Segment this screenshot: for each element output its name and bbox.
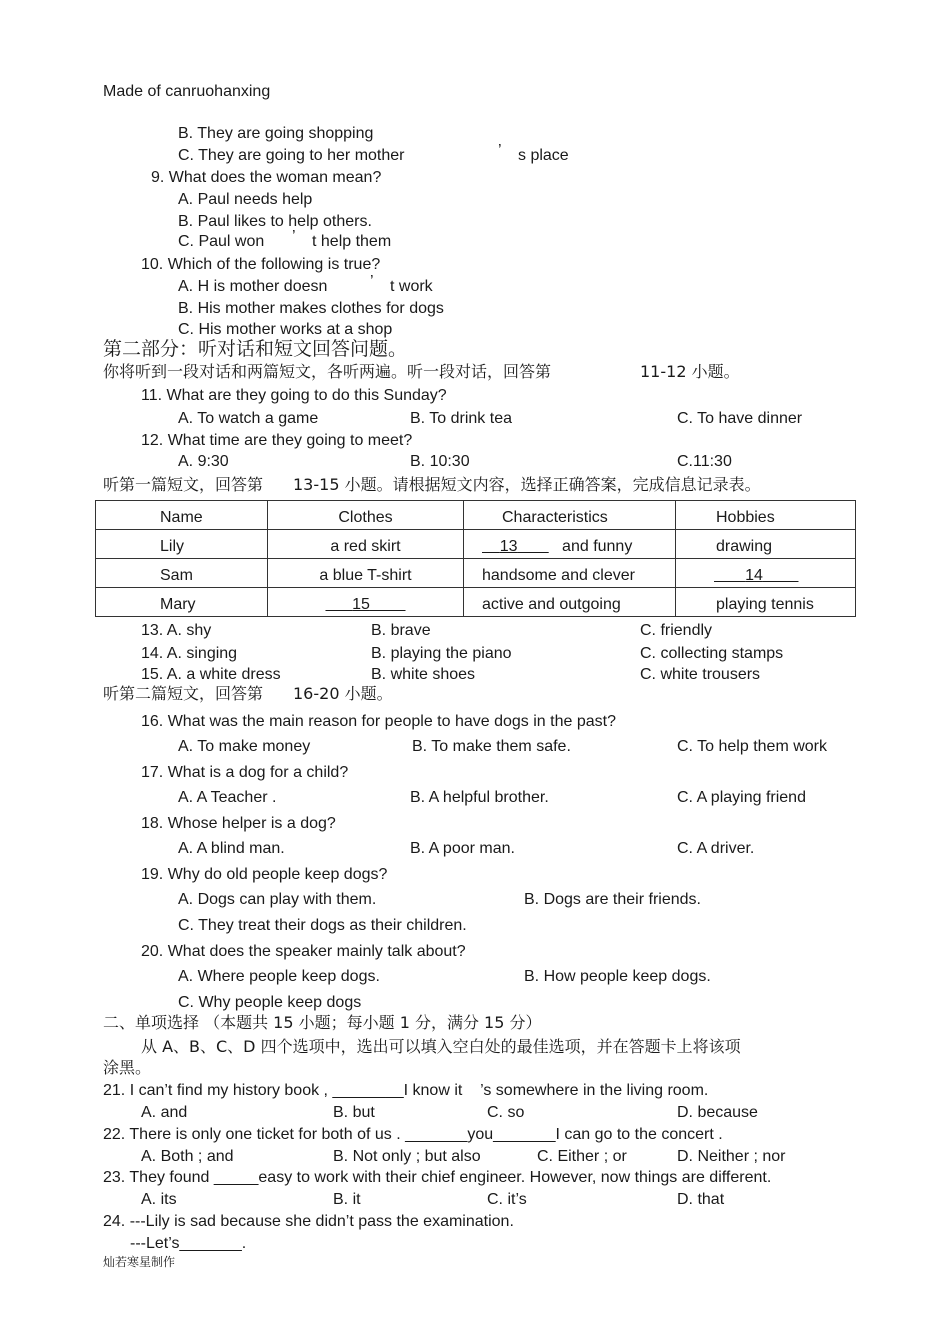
info-table (95, 500, 856, 617)
q14-option-a: 14. A. singing (141, 645, 238, 662)
blank-13 (482, 538, 549, 555)
q22-option-b: B. Not only ; but also (333, 1148, 481, 1165)
q23-option-d: D. that (677, 1191, 725, 1208)
q15-option-a: 15. A. a white dress (141, 666, 281, 683)
blank-15 (325, 596, 405, 613)
passage2-intro-range: 16-20 小题。 (293, 684, 393, 703)
table-header-cell: Hobbies (676, 501, 856, 530)
passage1-intro: 听第一篇短文，回答第 (103, 475, 264, 494)
q10-option-a-apos: ’ (370, 273, 374, 290)
q22-stem: 22. There is only one ticket for both of us . _______you_______I can go to the concert . (103, 1126, 723, 1143)
q9-option-a: A. Paul needs help (178, 191, 313, 208)
q8-option-c-apos: ’ (498, 142, 502, 159)
q24-response: ---Let’s_______. (130, 1235, 247, 1252)
q23-option-b: B. it (333, 1191, 361, 1208)
q19-stem: 19. Why do old people keep dogs? (141, 866, 388, 883)
table-cell: handsome and clever (464, 559, 676, 588)
page-header: Made of canruohanxing (103, 83, 271, 100)
page-footer: 灿若寒星制作 (103, 1255, 176, 1269)
q14-option-b: B. playing the piano (371, 645, 512, 662)
q23-stem: 23. They found _____easy to work with their chief engineer. However, now things are different. (103, 1169, 772, 1186)
q16-option-b: B. To make them safe. (412, 738, 571, 755)
q9-option-b: B. Paul likes to help others. (178, 213, 372, 230)
table-cell-text: and funny (562, 538, 633, 555)
table-cell-clothes (268, 588, 464, 617)
q10-option-b: B. His mother makes clothes for dogs (178, 300, 444, 317)
q17-option-c: C. A playing friend (677, 789, 806, 806)
q9-option-c-apos: ’ (292, 228, 296, 245)
q10-stem: 10. Which of the following is true? (141, 256, 381, 273)
q12-option-c: C.11:30 (677, 453, 732, 470)
q12-stem: 12. What time are they going to meet? (141, 432, 413, 449)
q24-stem: 24. ---Lily is sad because she didn’t pass the examination. (103, 1213, 514, 1230)
table-header-row (96, 501, 856, 530)
table-cell-characteristics (464, 530, 676, 559)
q13-option-a: 13. A. shy (141, 622, 212, 639)
q19-option-c: C. They treat their dogs as their children. (178, 917, 467, 934)
section2-heading: 二、单项选择 （本题共 15 小题；每小题 1 分，满分 15 分） (103, 1013, 542, 1032)
table-row (96, 588, 856, 617)
blank-number: 15 (352, 596, 370, 613)
section2-instructions: 从 A、B、C、D 四个选项中，选出可以填入空白处的最佳选项，并在答题卡上将该项 (141, 1037, 741, 1056)
q11-option-c: C. To have dinner (677, 410, 803, 427)
q22-option-a: A. Both ; and (141, 1148, 234, 1165)
q20-option-a: A. Where people keep dogs. (178, 968, 380, 985)
q17-stem: 17. What is a dog for a child? (141, 764, 349, 781)
q10-option-a-tail: t work (390, 278, 433, 295)
blank-number: 13 (499, 538, 518, 555)
table-header-cell: Clothes (268, 501, 464, 530)
q18-stem: 18. Whose helper is a dog? (141, 815, 336, 832)
table-cell: a blue T-shirt (268, 559, 464, 588)
q8-option-b: B. They are going shopping (178, 125, 374, 142)
q10-option-a: A. H is mother doesn (178, 278, 328, 295)
q21-option-a: A. and (141, 1104, 188, 1121)
q22-option-c: C. Either ; or (537, 1148, 627, 1165)
table-cell: drawing (676, 530, 856, 559)
q20-option-b: B. How people keep dogs. (524, 968, 711, 985)
table-row (96, 530, 856, 559)
table-cell: Sam (96, 559, 268, 588)
q21-option-d: D. because (677, 1104, 758, 1121)
q12-option-a: A. 9:30 (178, 453, 229, 470)
q10-option-c: C. His mother works at a shop (178, 321, 393, 338)
table-cell: Lily (96, 530, 268, 559)
q17-option-a: A. A Teacher . (178, 789, 277, 806)
blank-number: 14 (745, 567, 763, 584)
q18-option-c: C. A driver. (677, 840, 755, 857)
q12-option-b: B. 10:30 (410, 453, 470, 470)
q15-option-c: C. white trousers (640, 666, 761, 683)
q14-option-c: C. collecting stamps (640, 645, 784, 662)
q16-stem: 16. What was the main reason for people to have dogs in the past? (141, 713, 616, 730)
section2-instructions-cont: 涂黑。 (103, 1058, 152, 1077)
q20-option-c: C. Why people keep dogs (178, 994, 362, 1011)
passage1-intro-rest: 13-15 小题。请根据短文内容，选择正确答案，完成信息记录表。 (293, 475, 761, 494)
blank-14 (714, 567, 798, 584)
q19-option-a: A. Dogs can play with them. (178, 891, 377, 908)
q18-option-b: B. A poor man. (410, 840, 515, 857)
part2-heading: 第二部分：听对话和短文回答问题。 (103, 338, 408, 360)
q18-option-a: A. A blind man. (178, 840, 285, 857)
part2-intro: 你将听到一段对话和两篇短文，各听两遍。听一段对话，回答第 (103, 362, 552, 381)
q22-option-d: D. Neither ; nor (677, 1148, 786, 1165)
q15-option-b: B. white shoes (371, 666, 476, 683)
q11-option-b: B. To drink tea (410, 410, 512, 427)
q19-option-b: B. Dogs are their friends. (524, 891, 701, 908)
q8-option-c: C. They are going to her mother (178, 147, 405, 164)
q11-option-a: A. To watch a game (178, 410, 319, 427)
q17-option-b: B. A helpful brother. (410, 789, 549, 806)
q20-stem: 20. What does the speaker mainly talk about? (141, 943, 466, 960)
q11-stem: 11. What are they going to do this Sunday? (141, 387, 447, 404)
table-row (96, 559, 856, 588)
q13-option-c: C. friendly (640, 622, 713, 639)
part2-intro-range: 11-12 小题。 (640, 362, 740, 381)
q21-stem: 21. I can’t find my history book , ________I know it ’s somewhere in the living room. (103, 1082, 709, 1099)
table-cell-hobbies (676, 559, 856, 588)
q9-option-c-tail: t help them (312, 233, 392, 250)
q13-option-b: B. brave (371, 622, 431, 639)
table-cell: active and outgoing (464, 588, 676, 617)
q16-option-c: C. To help them work (677, 738, 827, 755)
table-header-cell: Name (96, 501, 268, 530)
table-cell: playing tennis (676, 588, 856, 617)
q21-option-c: C. so (487, 1104, 525, 1121)
q9-stem: 9. What does the woman mean? (151, 169, 382, 186)
table-header-cell: Characteristics (464, 501, 676, 530)
passage2-intro: 听第二篇短文，回答第 (103, 684, 264, 703)
table-cell: Mary (96, 588, 268, 617)
table-cell: a red skirt (268, 530, 464, 559)
q16-option-a: A. To make money (178, 738, 311, 755)
q23-option-a: A. its (141, 1191, 177, 1208)
q21-option-b: B. but (333, 1104, 375, 1121)
q8-option-c-tail: s place (518, 147, 569, 164)
q23-option-c: C. it’s (487, 1191, 527, 1208)
q9-option-c: C. Paul won (178, 233, 265, 250)
